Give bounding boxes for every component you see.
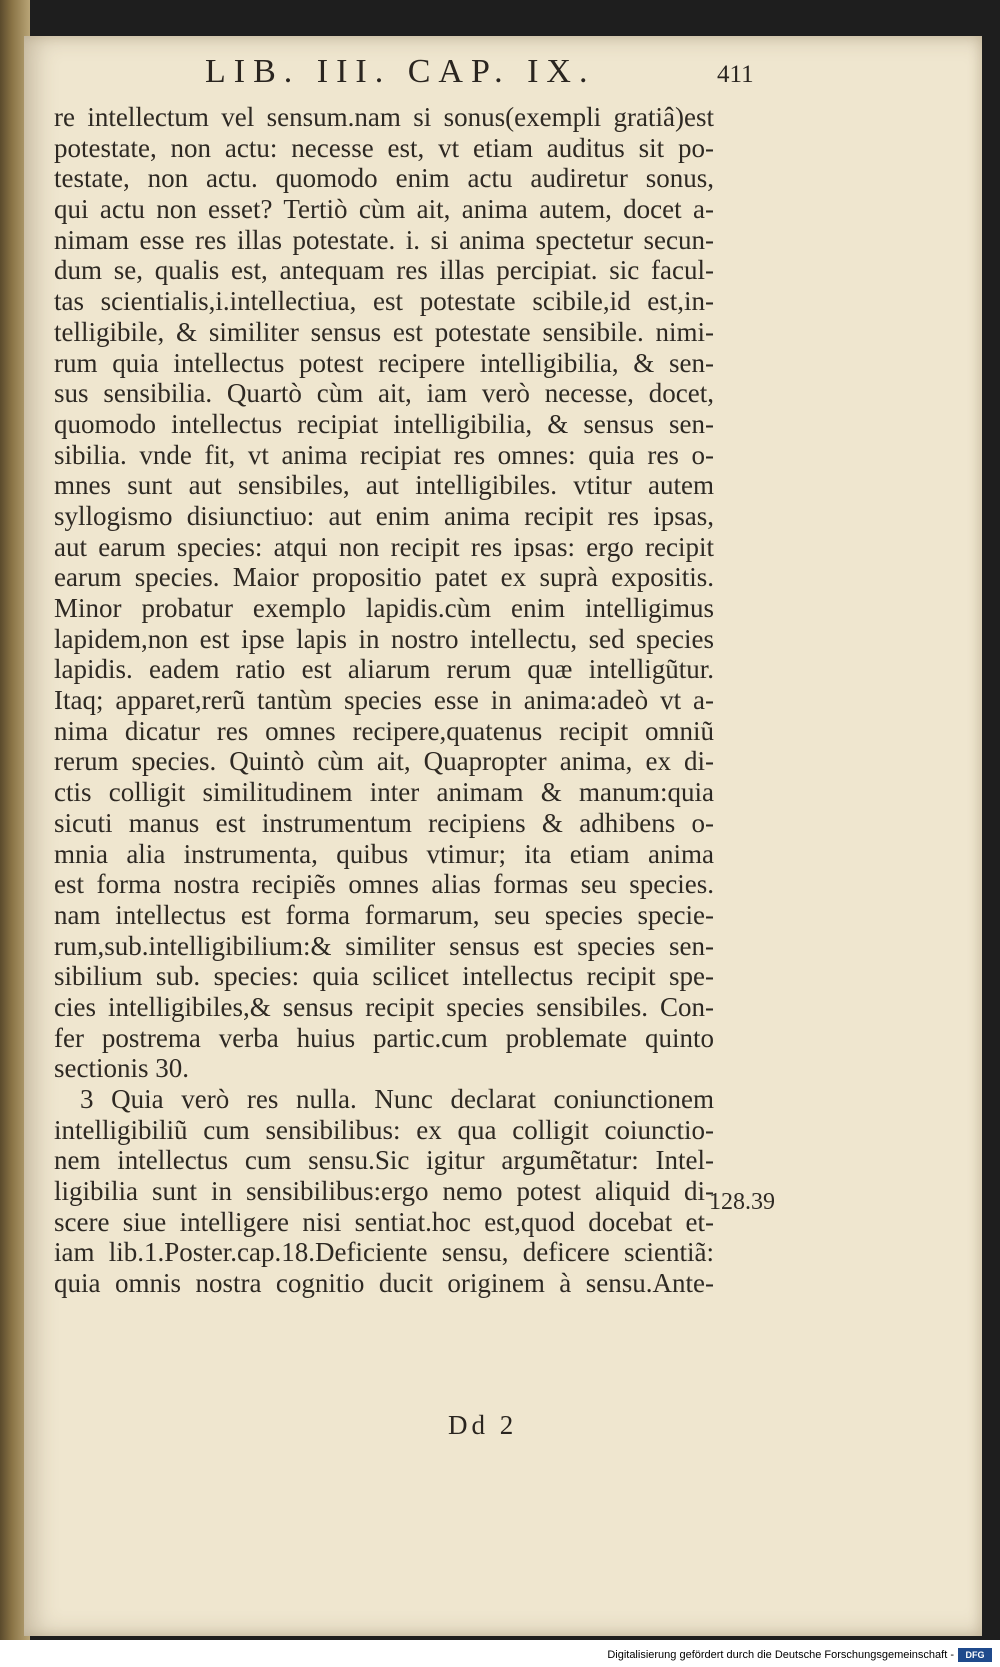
text-line: dum se, qualis est, antequam res illas percipiat. sic facul- (54, 255, 714, 286)
text-line: rum quia intellectus potest recipere intelligibilia, & sen- (54, 347, 714, 378)
text-line: iam lib.1.Poster.cap.18.Deficiente sensu, deficere scientiã: (54, 1237, 714, 1268)
text-line: ctis colligit similitudinem inter animam & manum:quia (54, 777, 714, 808)
text-line: sibilia. vnde fit, vt anima recipiat res omnes: quia res o- (54, 439, 714, 470)
dfg-logo: DFG (958, 1648, 992, 1662)
text-line: re intellectum vel sensum.nam si sonus(exempli gratiâ)est (54, 102, 714, 132)
text-line: potestate, non actu: necesse est, vt etiam auditus sit po- (54, 132, 714, 163)
text-line: nima dicatur res omnes recipere,quatenus recipit omniũ (54, 715, 714, 746)
text-line: sibilium sub. species: quia scilicet intellectus recipit spe- (54, 961, 714, 992)
text-line: ligibilia sunt in sensibilibus:ergo nemo potest aliquid di- (54, 1176, 714, 1207)
text-line: sus sensibilia. Quartò cùm ait, iam verò necesse, docet, (54, 378, 714, 409)
text-line: lapidem,non est ipse lapis in nostro intellectu, sed species (54, 623, 714, 654)
text-line: aut earum species: atqui non recipit res ipsas: ergo recipit (54, 531, 714, 562)
funding-credit: Digitalisierung gefördert durch die Deutsche Forschungsgemeinschaft - (607, 1649, 954, 1661)
text-line: sicuti manus est instrumentum recipiens & adhibens o- (54, 807, 714, 838)
text-line: syllogismo disiunctiuo: aut enim anima recipit res ipsas, (54, 500, 714, 531)
text-line: Minor probatur exemplo lapidis.cùm enim intelligimus (54, 593, 714, 623)
text-line: 3 Quia verò res nulla. Nunc declarat coniunctionem (80, 1084, 714, 1114)
text-line: rum,sub.intelligibilium:& similiter sensus est species sen- (54, 930, 714, 961)
text-line: mnia alia instrumenta, quibus vtimur; ita etiam anima (54, 838, 714, 869)
footer-bar (0, 1640, 1000, 1667)
text-line: testate, non actu. quomodo enim actu audiretur sonus, (54, 163, 714, 194)
text-line: qui actu non esset? Tertiò cùm ait, anima autem, docet a- (54, 194, 714, 225)
text-line: quomodo intellectus recipiat intelligibilia, & sensus sen- (54, 408, 714, 439)
signature-mark: Dd 2 (448, 1410, 518, 1440)
text-line: sectionis 30. (54, 1053, 189, 1084)
text-line: fer postrema verba huius partic.cum problemate quinto (54, 1022, 714, 1053)
text-line: scere siue intelligere nisi sentiat.hoc est,quod docebat et- (54, 1206, 714, 1237)
text-line: tas scientialis,i.intellectiua, est potestate scibile,id est,in- (54, 286, 714, 317)
text-line: intelligibiliũ cum sensibilibus: ex qua colligit coiunctio- (54, 1114, 714, 1145)
text-line: quia omnis nostra cognitio ducit originem à sensu.Ante- (54, 1268, 714, 1299)
text-line: mnes sunt aut sensibiles, aut intelligibiles. vtitur autem (54, 470, 714, 501)
text-line: telligibile, & similiter sensus est potestate sensibile. nimi- (54, 316, 714, 347)
text-line: nam intellectus est forma formarum, seu species specie- (54, 899, 714, 930)
text-line: lapidis. eadem ratio est aliarum rerum quæ intelligũtur. (54, 654, 714, 685)
text-line: nem intellectus cum sensu.Sic igitur argumẽtatur: Intel- (54, 1145, 714, 1176)
text-line: est forma nostra recipiẽs omnes alias formas seu species. (54, 869, 714, 900)
running-title: LIB. III. CAP. IX. (205, 53, 596, 90)
text-line: cies intelligibiles,& sensus recipit species sensibiles. Con- (54, 991, 714, 1022)
text-line: rerum species. Quintò cùm ait, Quapropter anima, ex di- (54, 746, 714, 777)
text-line: nimam esse res illas potestate. i. si anima spectetur secun- (54, 224, 714, 255)
margin-note: 128.39 (709, 1189, 775, 1215)
body-text (54, 102, 714, 1299)
text-line: Itaq; apparet,rerũ tantùm species esse in anima:adeò vt a- (54, 685, 714, 716)
page-number: 411 (717, 61, 754, 88)
text-line: earum species. Maior propositio patet ex suprà expositis. (54, 562, 714, 593)
